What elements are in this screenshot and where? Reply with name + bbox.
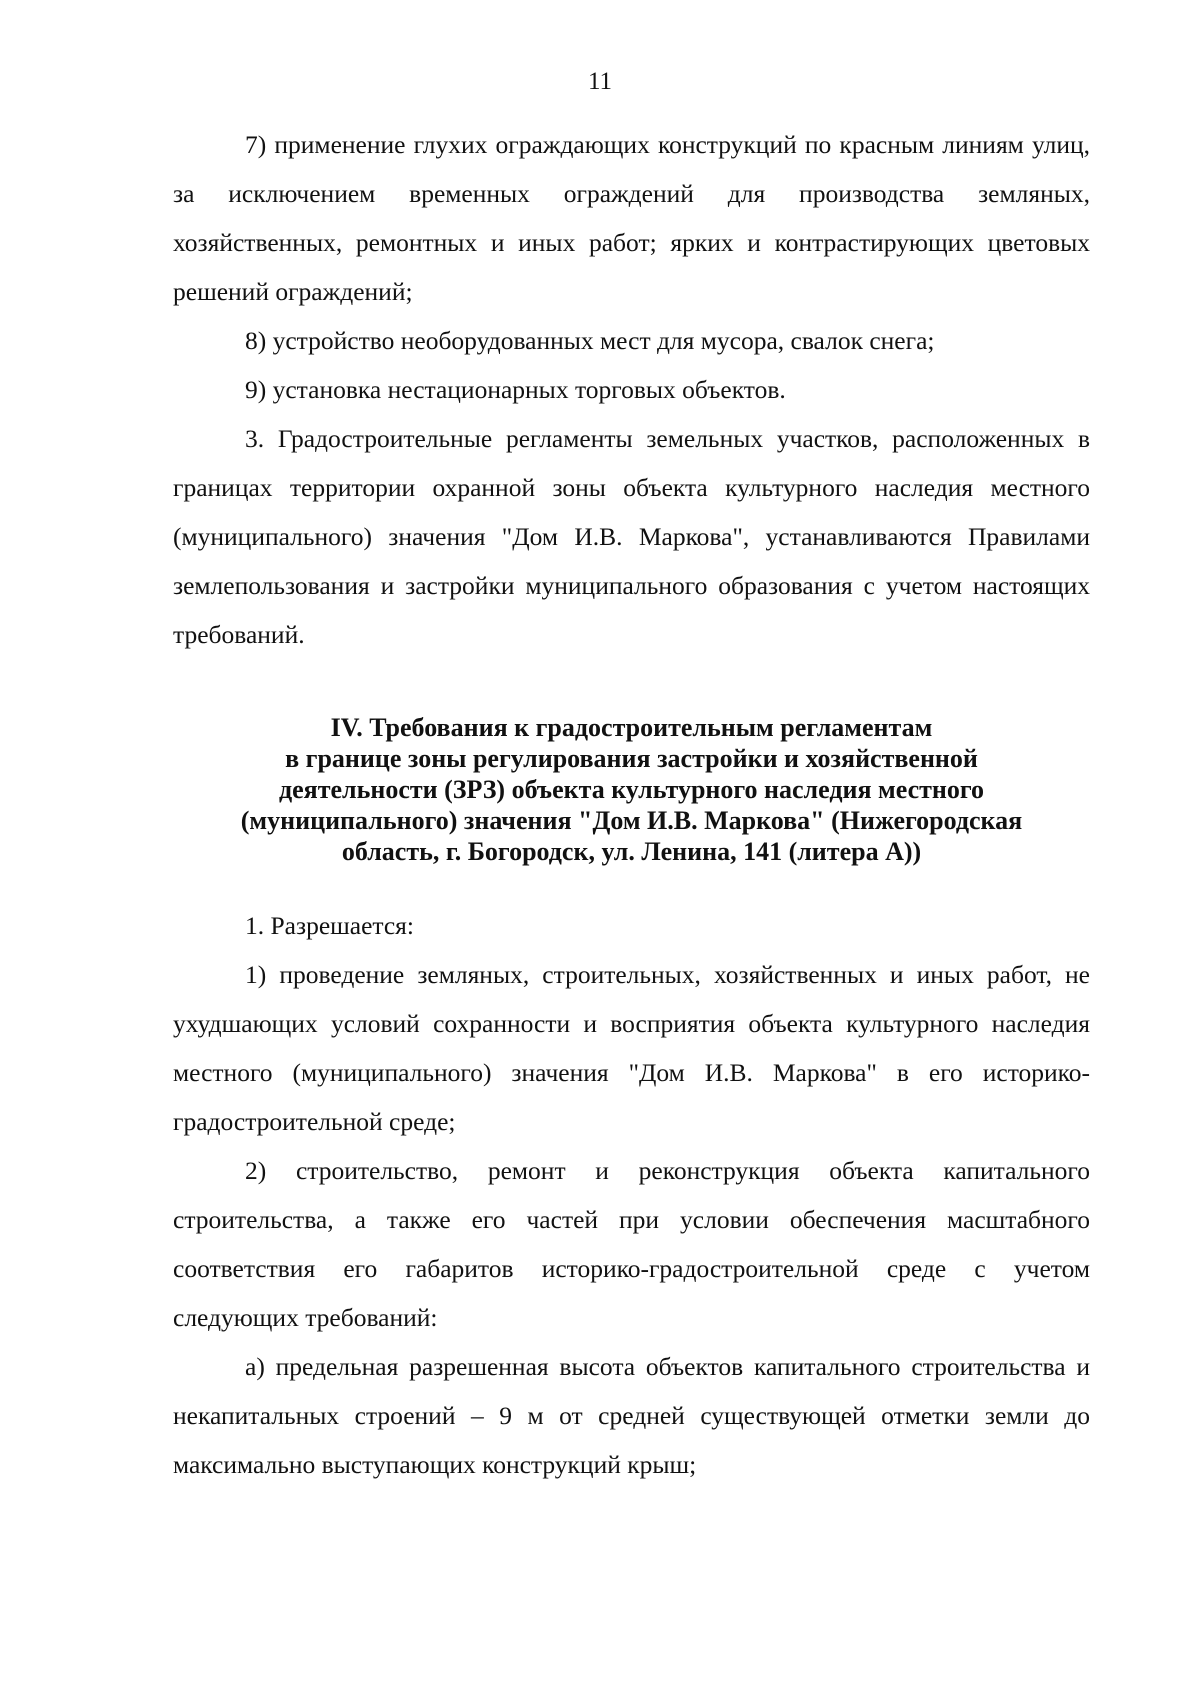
paragraph-item-7: 7) применение глухих ограждающих конструкций по красным линиям улиц, за исключением временных ограждений для производства земляных, хозяйственных, ремонтных и иных работ; ярких и контрастирующих цветовых решений ограждений;: [173, 130, 1090, 306]
heading-line: в границе зоны регулирования застройки и хозяйственной: [285, 744, 978, 773]
page-number: 11: [587, 68, 613, 95]
heading-line: (муниципального) значения "Дом И.В. Маркова" (Нижегородская: [240, 806, 1023, 835]
heading-line: IV. Требования к градостроительным регламентам: [330, 713, 933, 742]
document-body: [173, 120, 1090, 1489]
paragraph-item-9: 9) установка нестационарных торговых объектов.: [245, 375, 786, 404]
section-heading: [173, 712, 1090, 867]
paragraph-point-3: 3. Градостроительные регламенты земельных участков, расположенных в границах территории охранной зоны объекта культурного наследия местного (муниципального) значения "Дом И.В. Маркова", устанавливаются Правилами землепользования и застройки муниципального образования с учетом настоящих требований.: [173, 424, 1090, 649]
paragraph-item-8: 8) устройство необорудованных мест для мусора, свалок снега;: [245, 326, 935, 355]
paragraph-item-2: 2) строительство, ремонт и реконструкция объекта капитального строительства, а также его частей при условии обеспечения масштабного соответствия его габаритов историко-градостроительной среде с учетом следующих требований:: [173, 1156, 1090, 1332]
paragraph-point-1: 1. Разрешается:: [245, 911, 414, 940]
paragraph-item-1: 1) проведение земляных, строительных, хозяйственных и иных работ, не ухудшающих условий сохранности и восприятия объекта культурного наследия местного (муниципального) значения "Дом И.В. Маркова" в его историко-градостроительной среде;: [173, 960, 1090, 1136]
heading-line: деятельности (ЗРЗ) объекта культурного наследия местного: [278, 775, 985, 804]
paragraph-item-a: а) предельная разрешенная высота объектов капитального строительства и некапитальных строений – 9 м от средней существующей отметки земли до максимально выступающих конструкций крыш;: [173, 1352, 1090, 1479]
heading-line: область, г. Богородск, ул. Ленина, 141 (литера А)): [341, 837, 922, 866]
